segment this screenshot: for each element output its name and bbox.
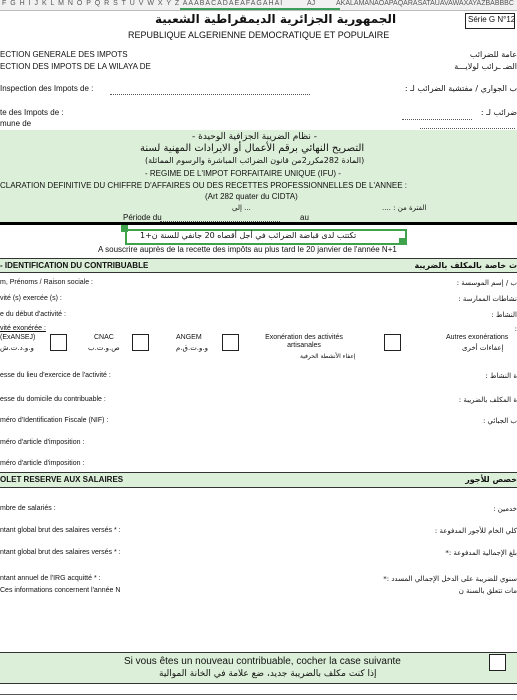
cnac-checkbox[interactable] bbox=[132, 334, 149, 351]
irg-label: ntant annuel de l'IRG acquitté * : bbox=[0, 575, 101, 582]
gross-salaries-label-1: ntant global brut des salaires versés * : bbox=[0, 527, 121, 534]
exempt-label-ar: : bbox=[514, 325, 517, 333]
dgi-line-1: ECTION GENERALE DES IMPOTS bbox=[0, 50, 128, 59]
commune-field[interactable] bbox=[420, 128, 515, 129]
column-labels-right: AKALAMANAOAPAQARASATAUAVAWAXAYAZBABBBC bbox=[336, 0, 514, 7]
serie-label: Série G N°12 bbox=[468, 15, 516, 24]
new-contributor-text: Si vous êtes un nouveau contribuable, cocher la case suivante bbox=[124, 656, 401, 667]
other-exempt-label-ar: إعفاءات أخرى bbox=[462, 344, 504, 352]
exempt-label: vité exonérée : bbox=[0, 325, 46, 332]
salaires-title-fr: OLET RESERVE AUX SALAIRES bbox=[0, 475, 124, 484]
activity-label: vité (s) exercée (s) : bbox=[0, 295, 62, 302]
republic-title-ar: الجمهورية الجزائرية الديمقراطية الشعبية bbox=[155, 12, 397, 26]
cnac-label: CNAC bbox=[94, 334, 114, 341]
commune-label: mune de bbox=[0, 119, 32, 128]
dgi-line-1-ar: عامة للضرائب bbox=[469, 50, 517, 59]
salaires-title-ar: خصص للأجور bbox=[465, 475, 517, 484]
regime-title-fr: - REGIME DE L'IMPOT FORFAITAIRE UNIQUE (IFU) - bbox=[145, 169, 341, 178]
start-date-label-ar: النشاط : bbox=[491, 311, 517, 319]
nif-label-ar: ب الجبائي : bbox=[482, 417, 517, 425]
name-label-ar: ب / إسم الموسسة : bbox=[456, 279, 517, 287]
footer-rule bbox=[0, 694, 517, 695]
regime-title-ar: - نظام الضريبة الجزافية الوحيدة - bbox=[192, 132, 318, 142]
declaration-title-fr: CLARATION DEFINITIVE DU CHIFFRE D'AFFAIRES OU DES RECETTES PROFESSIONNELLES DE L'ANNEE : bbox=[0, 181, 407, 190]
home-address-label-ar: ة المكلف بالضريبة : bbox=[458, 396, 517, 404]
irg-label-ar: سنوي للضريبة على الدخل الإجمالي المسدد :* bbox=[383, 575, 517, 583]
recette-label-ar: ضرائب لـ : bbox=[480, 108, 517, 117]
article-fr: (Art 282 quater du CIDTA) bbox=[205, 192, 298, 201]
periode-label-ar: الفترة من : .... bbox=[382, 204, 427, 212]
identification-title-ar: ت خاصة بالمكلف بالضريبة bbox=[414, 261, 517, 270]
year-note-ar: مات تتعلق بالسنة ن bbox=[458, 587, 517, 595]
section-divider bbox=[0, 222, 517, 225]
article-imposition-label-1: méro d'article d'imposition : bbox=[0, 439, 85, 446]
periode-to-ar: ... إلى bbox=[232, 204, 251, 212]
start-date-label: e du début d'activité : bbox=[0, 311, 66, 318]
artisan-label-ar: إعفاء الأنشطة الحرفية bbox=[300, 353, 356, 360]
periode-label-fr: Période du bbox=[123, 213, 162, 222]
year-note: Ces informations concernent l'année N bbox=[0, 587, 121, 594]
gross-salaries-label-2: ntant global brut des salaires versés * : bbox=[0, 549, 121, 556]
activity-label-ar: نشاطات الممارسة : bbox=[458, 295, 517, 303]
ansej-label: (ExANSEJ) bbox=[0, 334, 36, 341]
inspection-field[interactable] bbox=[110, 94, 310, 95]
address-activity-label-ar: ة النشاط : bbox=[485, 372, 517, 380]
article-imposition-label-2: méro d'article d'imposition : bbox=[0, 460, 85, 467]
selection-handle-right[interactable] bbox=[399, 238, 406, 245]
article-ar: (المادة 282مكرر2من قانون الضرائب المباشرة والرسوم المماثلة) bbox=[145, 156, 365, 165]
inspection-label: Inspection des Impots de : bbox=[0, 84, 94, 93]
new-contributor-text-ar: إذا كنت مكلف بالضريبة جديد، ضع علامة في الخانة الموالية bbox=[159, 669, 377, 679]
angem-label-ar: و.و.ت.ق.م bbox=[176, 344, 209, 352]
selection-handle-left[interactable] bbox=[121, 225, 128, 232]
inspection-label-ar: ب الجواري / مفتشية الضرائب لـ : bbox=[404, 84, 517, 93]
ansej-checkbox[interactable] bbox=[50, 334, 67, 351]
declaration-title-ar: التصريح النهائي برقم الأعمال أو الايرادات المهنية لسنة bbox=[140, 143, 365, 154]
artisan-label bbox=[264, 334, 344, 350]
employees-label-ar: خدمين : bbox=[493, 505, 517, 513]
angem-label: ANGEM bbox=[176, 334, 202, 341]
periode-au-label: au bbox=[300, 213, 309, 222]
name-label: m, Prénoms / Raison sociale : bbox=[0, 279, 93, 286]
gross-salaries-label-1-ar: كلي الخام للأجور المدفوعة : bbox=[434, 527, 517, 535]
address-activity-label: esse du lieu d'exercice de l'activité : bbox=[0, 372, 111, 379]
gross-salaries-label-2-ar: بلغ الإجمالية المدفوعة :* bbox=[445, 549, 517, 557]
recette-field[interactable] bbox=[402, 119, 472, 120]
deadline-text-ar: تكتتب لدى قباضة الضرائب في أجل أقصاه 20 جانفي للسنة ن+1 bbox=[140, 231, 357, 240]
column-labels-left: F G H I J K L M N O P Q R S T U V W X Y Z AAABACADAEAFAGAHAI bbox=[2, 0, 284, 7]
column-label-mid: AJ bbox=[307, 0, 316, 7]
dgi-line-2: ECTION DES IMPOTS DE LA WILAYA DE bbox=[0, 62, 151, 71]
angem-checkbox[interactable] bbox=[222, 334, 239, 351]
recette-label: te des Impots de : bbox=[0, 108, 64, 117]
new-contributor-checkbox[interactable] bbox=[489, 654, 506, 671]
artisan-label-text: Exonération des activités artisanales bbox=[265, 334, 343, 349]
cnac-label-ar: ص.و.ت.ب bbox=[88, 344, 120, 352]
republic-title-fr: REPUBLIQUE ALGERIENNE DEMOCRATIQUE ET POPULAIRE bbox=[128, 30, 390, 40]
ansej-label-ar: و.و.د.ت.ش bbox=[0, 344, 34, 352]
identification-title-fr: - IDENTIFICATION DU CONTRIBUABLE bbox=[0, 261, 149, 270]
deadline-text-fr: A souscrire auprès de la recette des impôts au plus tard le 20 janvier de l'année N+1 bbox=[98, 245, 397, 254]
nif-label: méro d'Identification Fiscale (NIF) : bbox=[0, 417, 109, 424]
dgi-line-2-ar: الضـ ـرائب لولايـــة bbox=[454, 62, 517, 71]
selected-column-highlight bbox=[180, 8, 340, 10]
other-exempt-label: Autres exonérations bbox=[446, 334, 509, 341]
home-address-label: esse du domicile du contribuable : bbox=[0, 396, 106, 403]
artisan-checkbox[interactable] bbox=[384, 334, 401, 351]
employees-label: mbre de salariés : bbox=[0, 505, 56, 512]
